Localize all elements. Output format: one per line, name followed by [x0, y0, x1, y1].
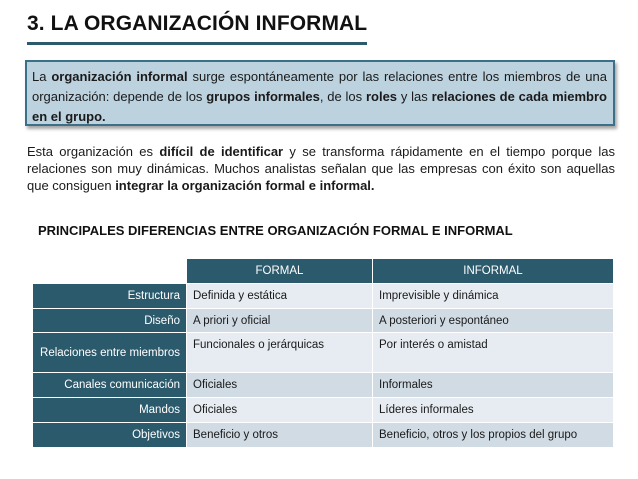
- definition-callout: [25, 60, 615, 126]
- column-header-formal: FORMAL: [187, 259, 373, 284]
- informal-cell: Beneficio, otros y los propios del grupo: [373, 423, 614, 448]
- table-row: [33, 398, 614, 423]
- row-label: Mandos: [33, 398, 187, 423]
- formal-cell: Oficiales: [187, 373, 373, 398]
- informal-cell: A posteriori y espontáneo: [373, 309, 614, 333]
- table-row: [33, 373, 614, 398]
- informal-cell: Líderes informales: [373, 398, 614, 423]
- comparison-table: [32, 258, 614, 448]
- callout-bold-term: organización informal: [51, 69, 188, 84]
- row-label: Objetivos: [33, 423, 187, 448]
- column-header-informal: INFORMAL: [373, 259, 614, 284]
- formal-cell: Definida y estática: [187, 284, 373, 309]
- table-row: [33, 309, 614, 333]
- formal-cell: Beneficio y otros: [187, 423, 373, 448]
- section-subheading: PRINCIPALES DIFERENCIAS ENTRE ORGANIZACIÓN FORMAL E INFORMAL: [38, 223, 513, 238]
- row-label: Canales comunicación: [33, 373, 187, 398]
- paragraph-bold-term: integrar la organización formal e informal.: [115, 178, 375, 193]
- callout-text: La: [32, 69, 52, 84]
- informal-cell: Por interés o amistad: [373, 333, 614, 373]
- table-row: [33, 284, 614, 309]
- informal-cell: Informales: [373, 373, 614, 398]
- table-header-row: [33, 259, 614, 284]
- callout-bold-term: grupos informales: [206, 89, 320, 104]
- page-title: 3. LA ORGANIZACIÓN INFORMAL: [27, 12, 368, 35]
- formal-cell: Funcionales o jerárquicas: [187, 333, 373, 373]
- title-underline: [27, 42, 367, 45]
- formal-cell: A priori y oficial: [187, 309, 373, 333]
- paragraph-text: Esta organización es: [27, 144, 160, 159]
- paragraph-text: y se transforma rápidamente en el tiempo porque las relaciones son muy dinámicas. Muchos analistas señalan que las empresas con éxito son aquellas que consiguen: [27, 144, 615, 193]
- table-row: [33, 423, 614, 448]
- callout-text: y las: [397, 89, 432, 104]
- formal-cell: Oficiales: [187, 398, 373, 423]
- body-paragraph: [27, 143, 615, 194]
- row-label: Estructura: [33, 284, 187, 309]
- table-corner-cell: [33, 259, 187, 284]
- callout-text: surge espontáneamente por las relaciones entre los miembros de una organización: depende de los: [32, 69, 607, 104]
- row-label: Diseño: [33, 309, 187, 333]
- table-row: [33, 333, 614, 373]
- paragraph-bold-term: difícil de identificar: [159, 144, 284, 159]
- row-label: Relaciones entre miembros: [33, 333, 187, 373]
- callout-bold-term: roles: [365, 89, 398, 104]
- callout-text: , de los: [319, 89, 366, 104]
- informal-cell: Imprevisible y dinámica: [373, 284, 614, 309]
- callout-bold-term: relaciones de cada miembro en el grupo.: [32, 89, 607, 124]
